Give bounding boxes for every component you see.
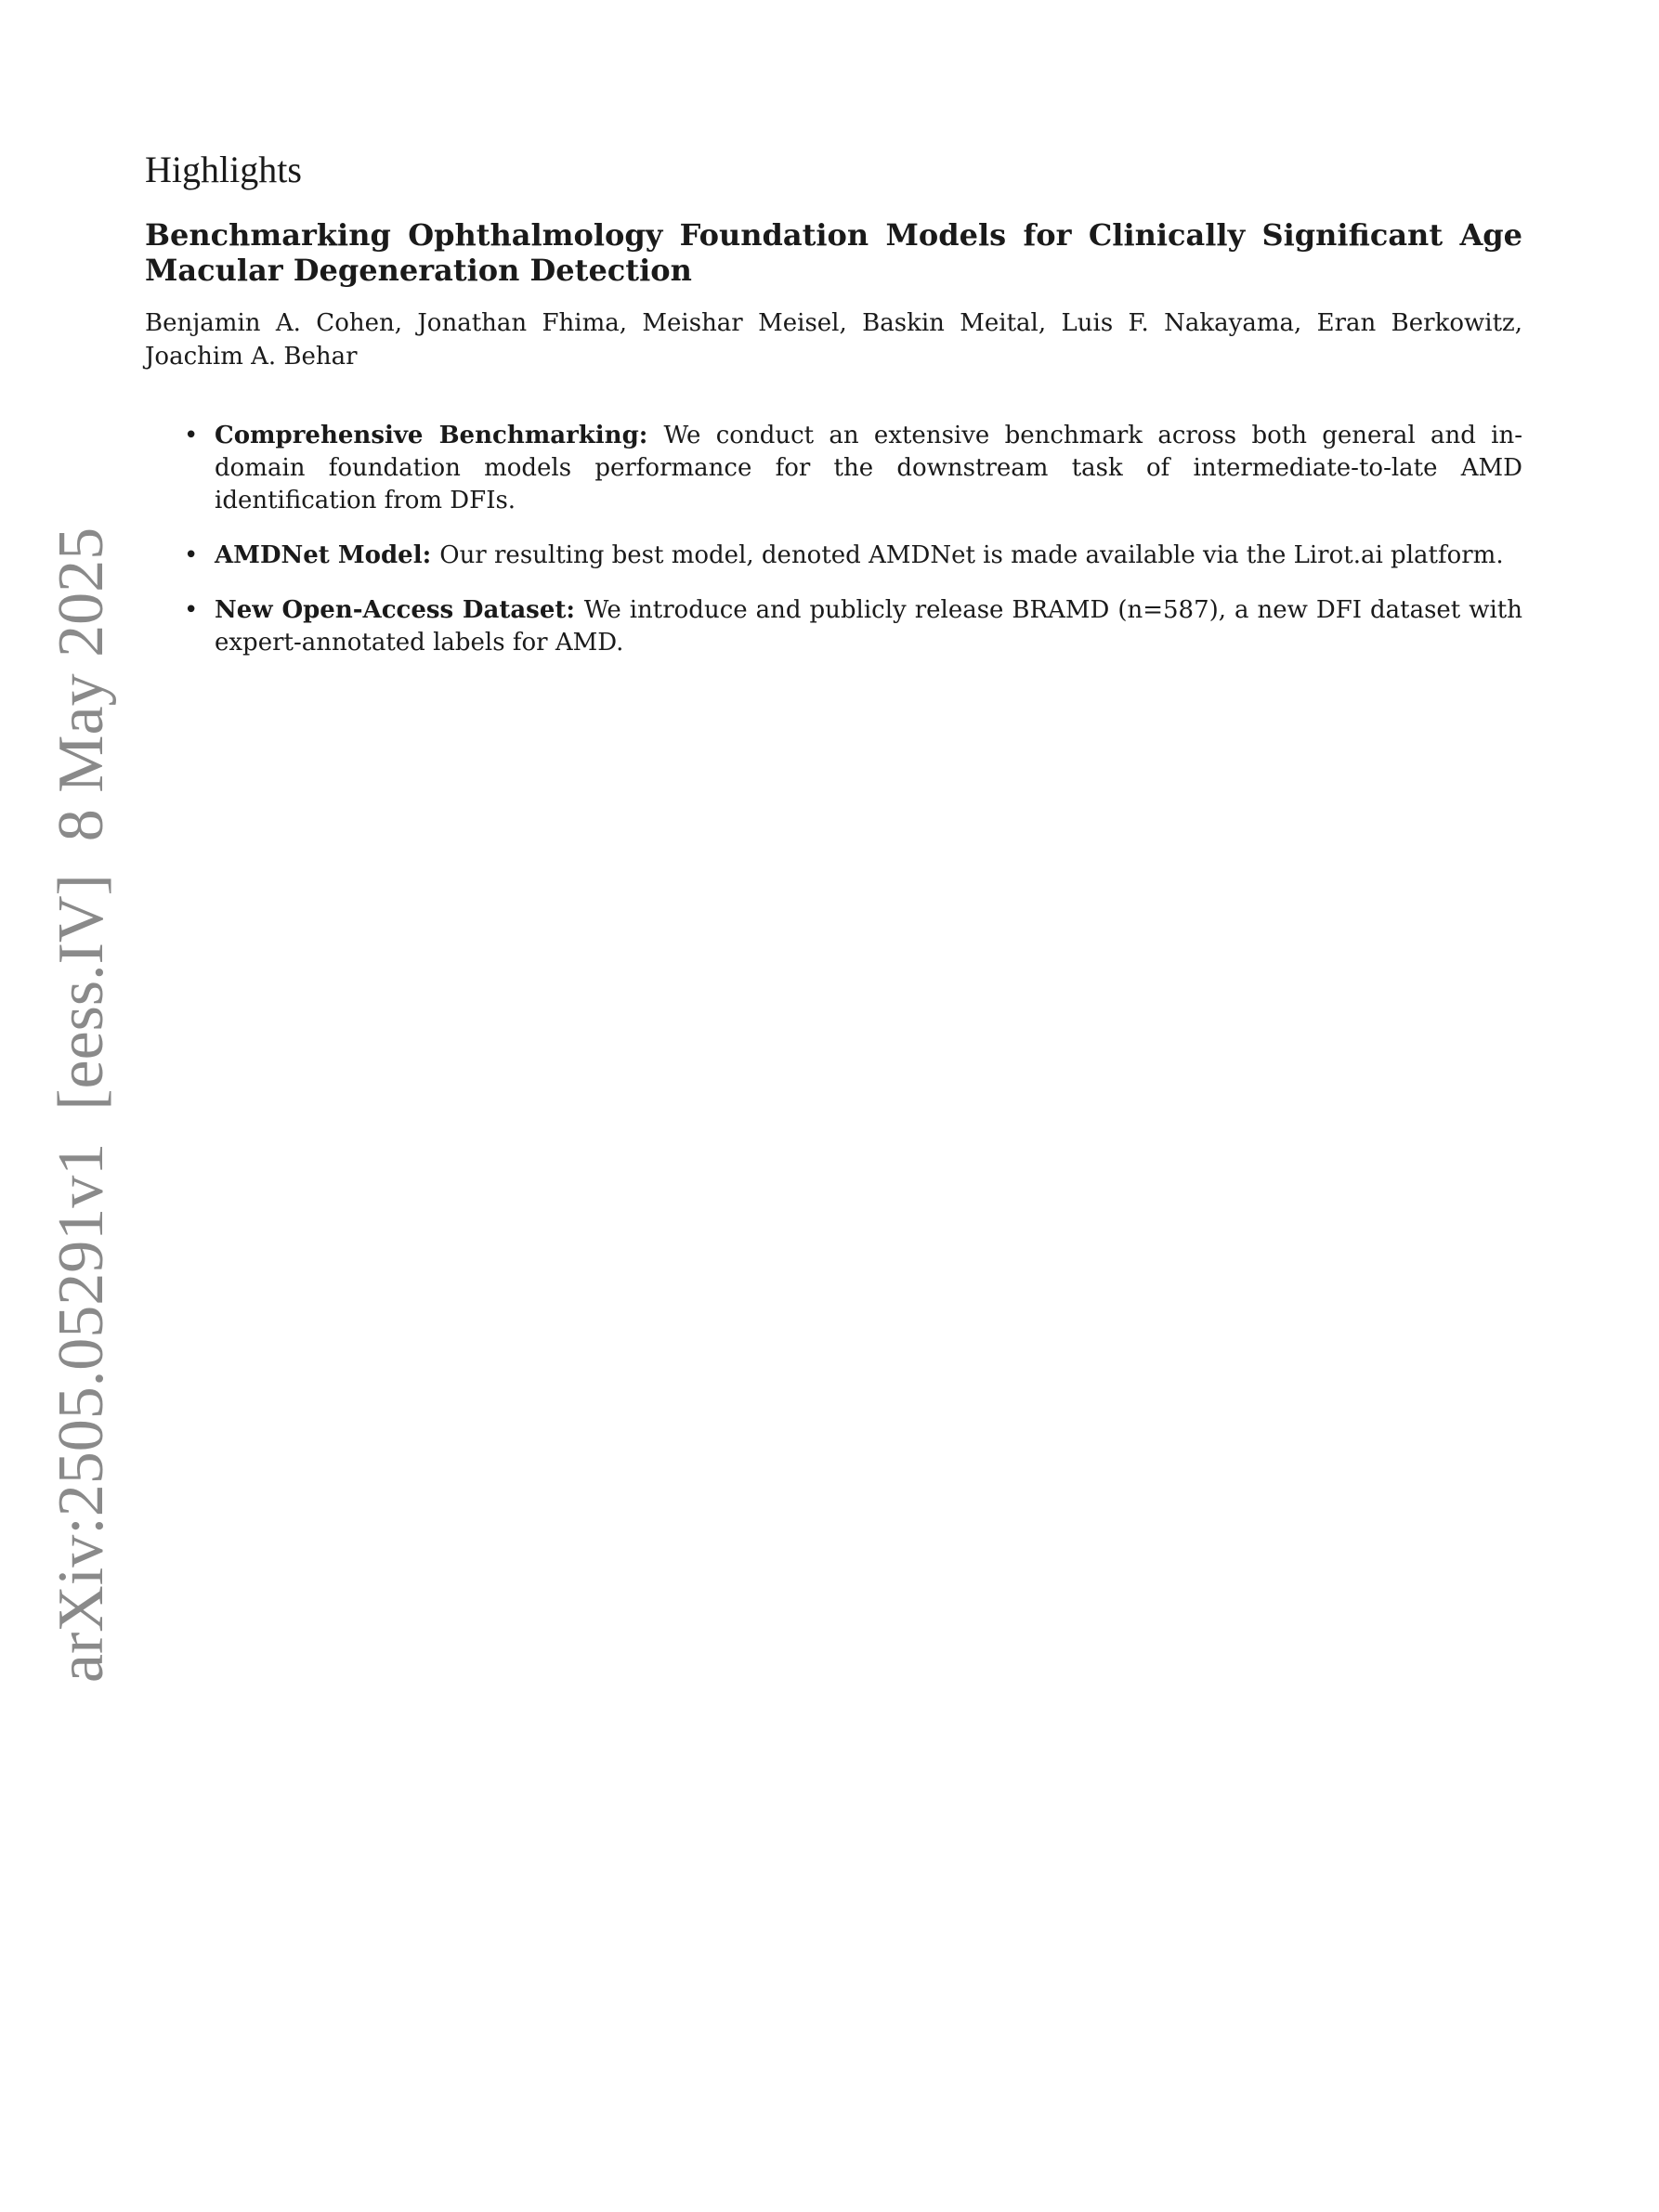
bullet-icon: • bbox=[184, 541, 199, 569]
highlight-label: Comprehensive Benchmarking: bbox=[215, 422, 664, 449]
highlight-item bbox=[184, 594, 1522, 659]
highlight-text: We conduct an extensive benchmark across both general and in-domain foundation models performance for the downstream task of intermediate-to-late AMD identification from DFIs. bbox=[215, 422, 1522, 514]
highlight-text: Our resulting best model, denoted AMDNet is made available via the Lirot.ai platform. bbox=[439, 541, 1504, 569]
highlight-item bbox=[184, 540, 1522, 572]
arxiv-identifier-stamp: arXiv:2505.05291v1 [eess.IV] 8 May 2025 bbox=[46, 527, 117, 1684]
bullet-icon: • bbox=[184, 596, 199, 624]
highlights-section bbox=[145, 147, 1522, 682]
highlight-text: We introduce and publicly release BRAMD (n=587), a new DFI dataset with expert-annotated labels for AMD. bbox=[215, 596, 1522, 657]
bullet-icon: • bbox=[184, 422, 199, 449]
highlight-label: AMDNet Model: bbox=[215, 541, 440, 569]
highlight-label: New Open-Access Dataset: bbox=[215, 596, 584, 624]
paper-title: Benchmarking Ophthalmology Foundation Models for Clinically Significant Age Macular Degeneration Detection bbox=[145, 217, 1522, 288]
section-heading: Highlights bbox=[145, 149, 302, 190]
highlight-item bbox=[184, 420, 1522, 517]
author-list: Benjamin A. Cohen, Jonathan Fhima, Meishar Meisel, Baskin Meital, Luis F. Nakayama, Eran Berkowitz, Joachim A. Behar bbox=[145, 309, 1522, 371]
highlights-list bbox=[145, 420, 1522, 659]
